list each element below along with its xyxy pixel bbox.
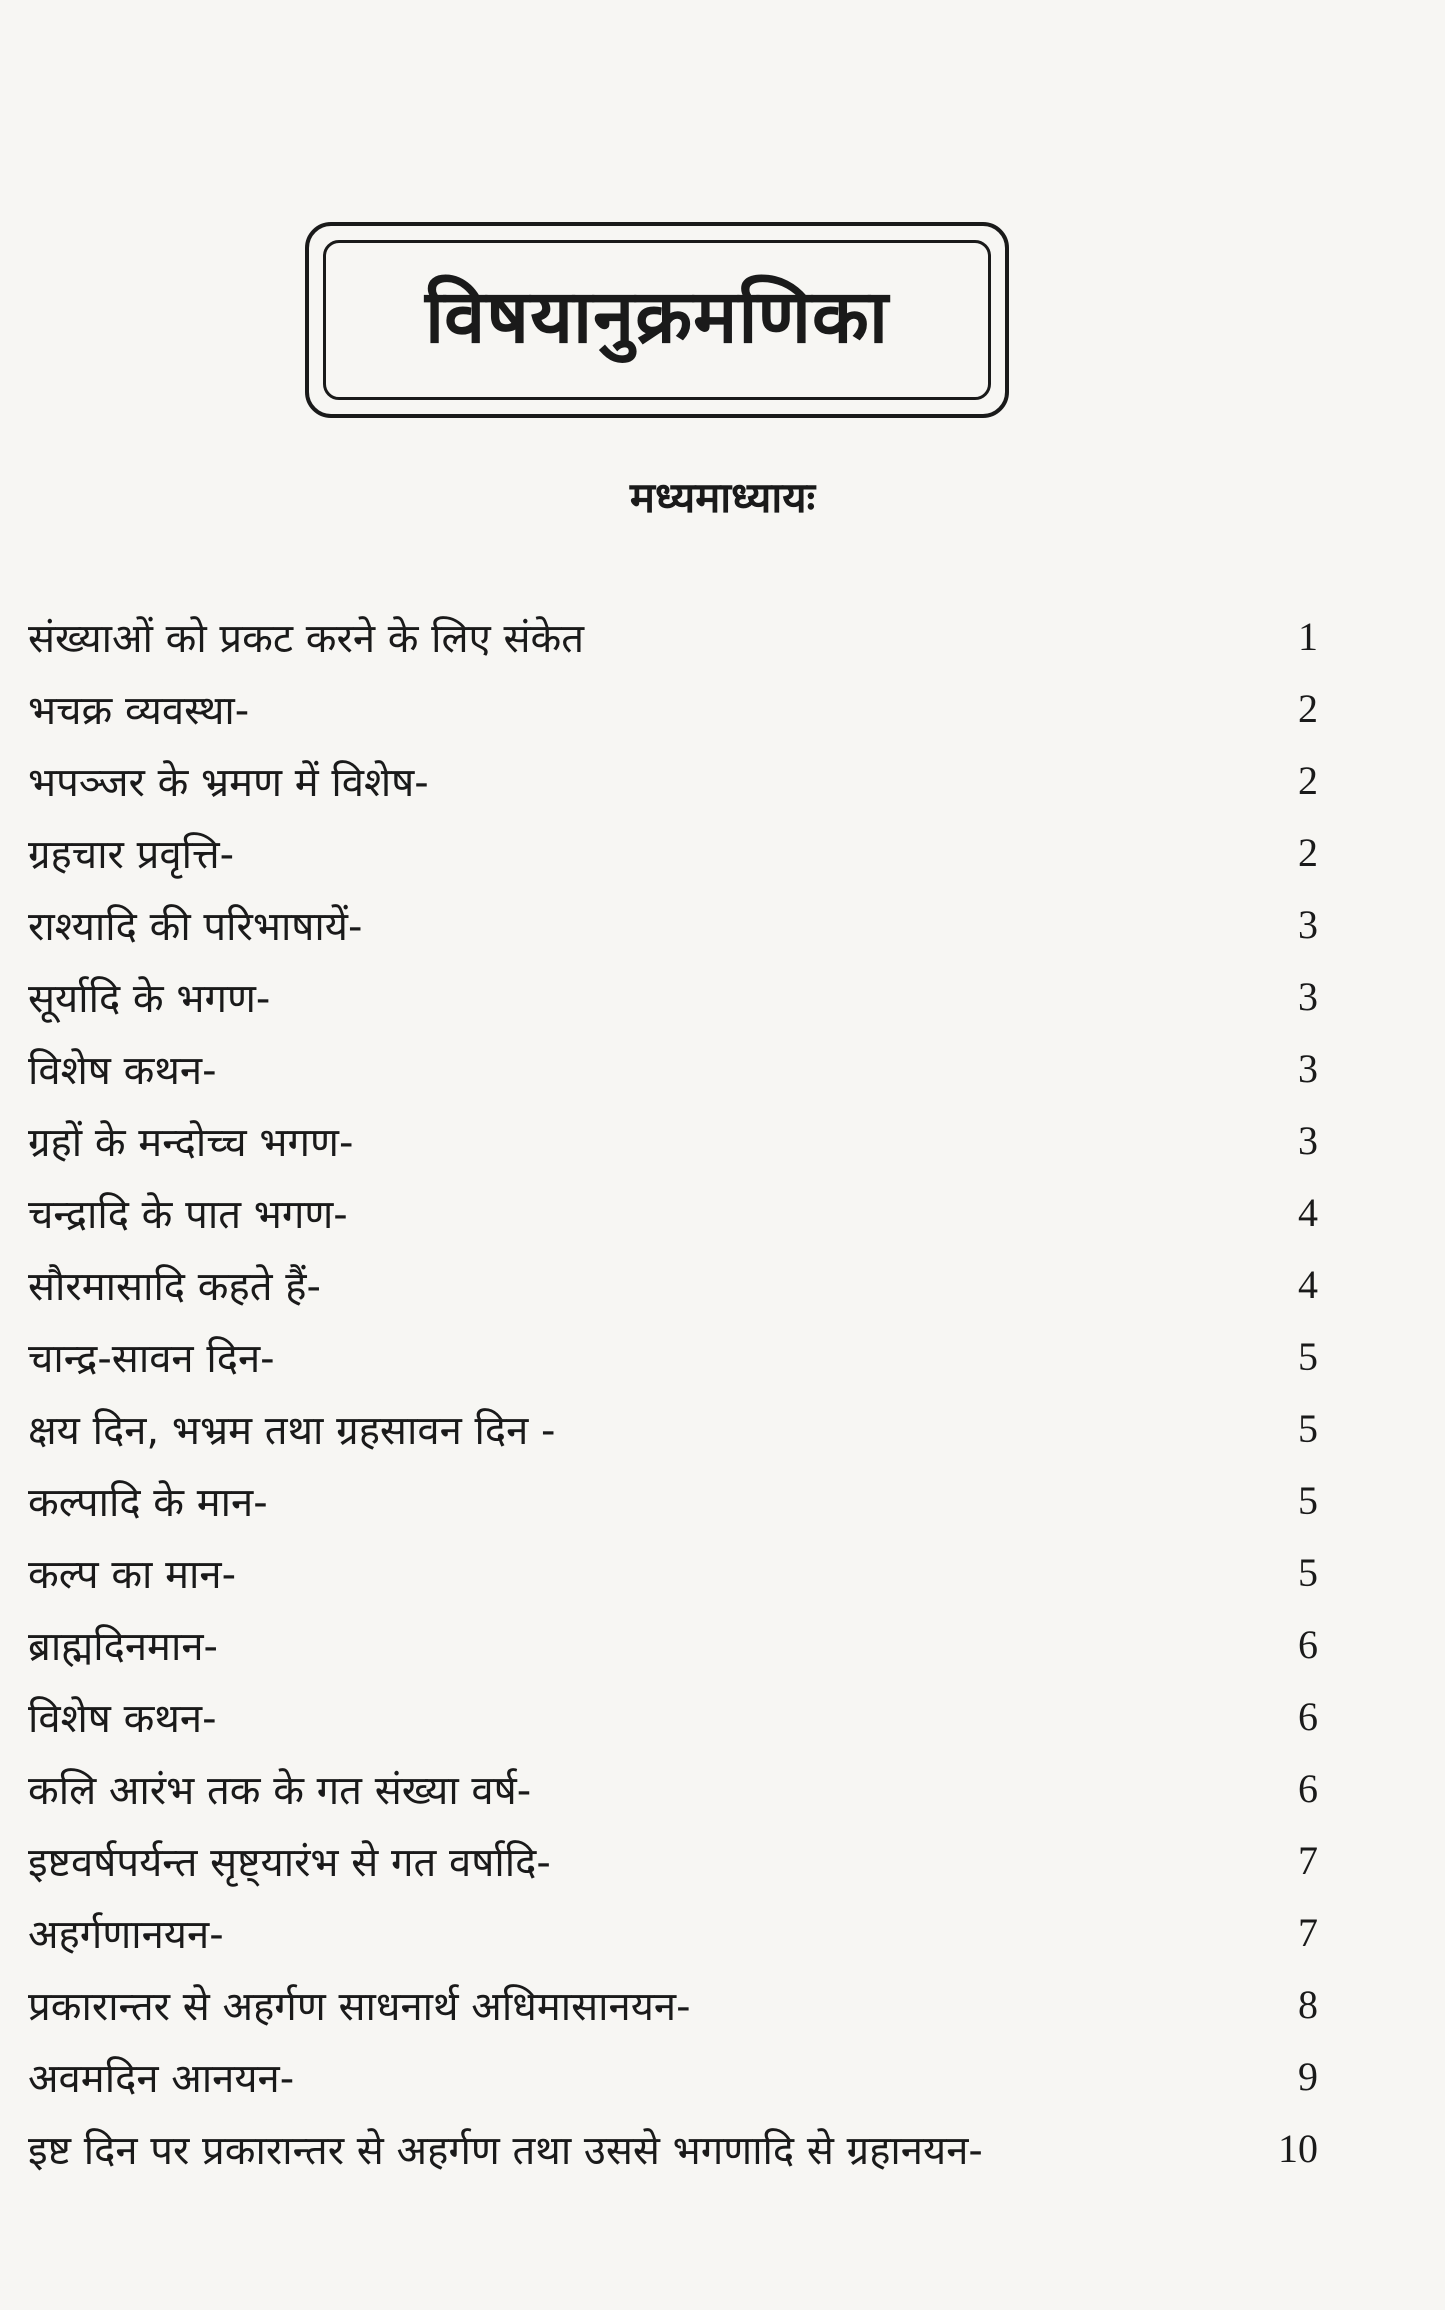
toc-entry-label: चान्द्र-सावन दिन-	[28, 1335, 275, 1382]
toc-entry-page: 10	[1278, 2125, 1318, 2171]
toc-entry	[28, 2040, 1318, 2112]
toc-entry-page: 3	[1298, 1045, 1318, 1091]
toc-entry	[28, 672, 1318, 744]
toc-entry-page: 7	[1298, 1909, 1318, 1955]
toc-entry-label: ग्रहचार प्रवृत्ति-	[28, 831, 235, 878]
toc-entry-label: विशेष कथन-	[28, 1047, 217, 1094]
toc-entry	[28, 1176, 1318, 1248]
toc-entry-label: विशेष कथन-	[28, 1695, 217, 1742]
toc-entry-page: 2	[1298, 829, 1318, 875]
section-heading: मध्यमाध्यायः	[629, 473, 816, 522]
toc-entry-page: 3	[1298, 1117, 1318, 1163]
toc-entry	[28, 1032, 1318, 1104]
toc-entry-page: 5	[1298, 1333, 1318, 1379]
toc-entry	[28, 1968, 1318, 2040]
toc-entry	[28, 1608, 1318, 1680]
toc-entry	[28, 1248, 1318, 1320]
toc-entry	[28, 816, 1318, 888]
toc-entry-page: 3	[1298, 973, 1318, 1019]
toc-entry-page: 6	[1298, 1621, 1318, 1667]
toc-entry-page: 4	[1298, 1189, 1318, 1235]
toc-entry-label: संख्याओं को प्रकट करने के लिए संकेत	[28, 615, 585, 662]
title-frame-inner	[323, 240, 991, 400]
toc-entry-page: 3	[1298, 901, 1318, 947]
toc-entry-page: 6	[1298, 1693, 1318, 1739]
toc-entry-page: 5	[1298, 1405, 1318, 1451]
toc-entry	[28, 744, 1318, 816]
toc-entry-label: चन्द्रादि के पात भगण-	[28, 1191, 348, 1238]
toc-entry-page: 7	[1298, 1837, 1318, 1883]
toc-entry	[28, 1536, 1318, 1608]
toc-entry	[28, 960, 1318, 1032]
toc-entry-label: क्षय दिन, भभ्रम तथा ग्रहसावन दिन -	[28, 1407, 556, 1454]
toc-entry-label: कल्प का मान-	[28, 1551, 237, 1598]
toc-entry-label: राश्यादि की परिभाषायें-	[28, 903, 363, 950]
toc-entry	[28, 1752, 1318, 1824]
toc-entry	[28, 1104, 1318, 1176]
toc-entry-label: इष्ट दिन पर प्रकारान्तर से अहर्गण तथा उससे भगणादि से ग्रहानयन-	[28, 2127, 983, 2174]
toc-entry-label: कल्पादि के मान-	[28, 1479, 268, 1526]
toc-entry	[28, 1824, 1318, 1896]
toc-entry-page: 1	[1298, 613, 1318, 659]
toc-entry-label: सौरमासादि कहते हैं-	[28, 1263, 321, 1310]
toc-entry	[28, 888, 1318, 960]
toc-entry	[28, 1896, 1318, 1968]
toc-entry-page: 8	[1298, 1981, 1318, 2027]
toc-entry-label: सूर्यादि के भगण-	[28, 975, 271, 1022]
toc-entry-label: ब्राह्मदिनमान-	[28, 1623, 218, 1670]
page-title: विषयानुक्रमणिका	[425, 274, 889, 360]
toc-entry-page: 5	[1298, 1477, 1318, 1523]
toc-entry-label: भपञ्जर के भ्रमण में विशेष-	[28, 759, 429, 806]
toc-entry	[28, 1392, 1318, 1464]
toc-entry-label: इष्टवर्षपर्यन्त सृष्ट्यारंभ से गत वर्षादि-	[28, 1839, 551, 1886]
toc-entry-label: भचक्र व्यवस्था-	[28, 687, 250, 734]
toc-entry	[28, 600, 1318, 672]
toc-entry	[28, 1680, 1318, 1752]
toc-entry	[28, 2112, 1318, 2184]
toc-entry-page: 5	[1298, 1549, 1318, 1595]
toc-entry-label: अवमदिन आनयन-	[28, 2055, 295, 2102]
toc-entry-label: कलि आरंभ तक के गत संख्या वर्ष-	[28, 1767, 532, 1814]
toc-entry	[28, 1464, 1318, 1536]
title-frame	[305, 222, 1009, 418]
toc-entry-page: 2	[1298, 685, 1318, 731]
toc-entry-page: 2	[1298, 757, 1318, 803]
toc-entry-page: 9	[1298, 2053, 1318, 2099]
toc-entry-page: 4	[1298, 1261, 1318, 1307]
toc-entry-page: 6	[1298, 1765, 1318, 1811]
toc-entry-label: ग्रहों के मन्दोच्च भगण-	[28, 1119, 354, 1166]
toc-entry	[28, 1320, 1318, 1392]
table-of-contents	[28, 600, 1318, 2184]
toc-entry-label: अहर्गणानयन-	[28, 1911, 224, 1958]
toc-entry-label: प्रकारान्तर से अहर्गण साधनार्थ अधिमासानयन-	[28, 1983, 691, 2030]
